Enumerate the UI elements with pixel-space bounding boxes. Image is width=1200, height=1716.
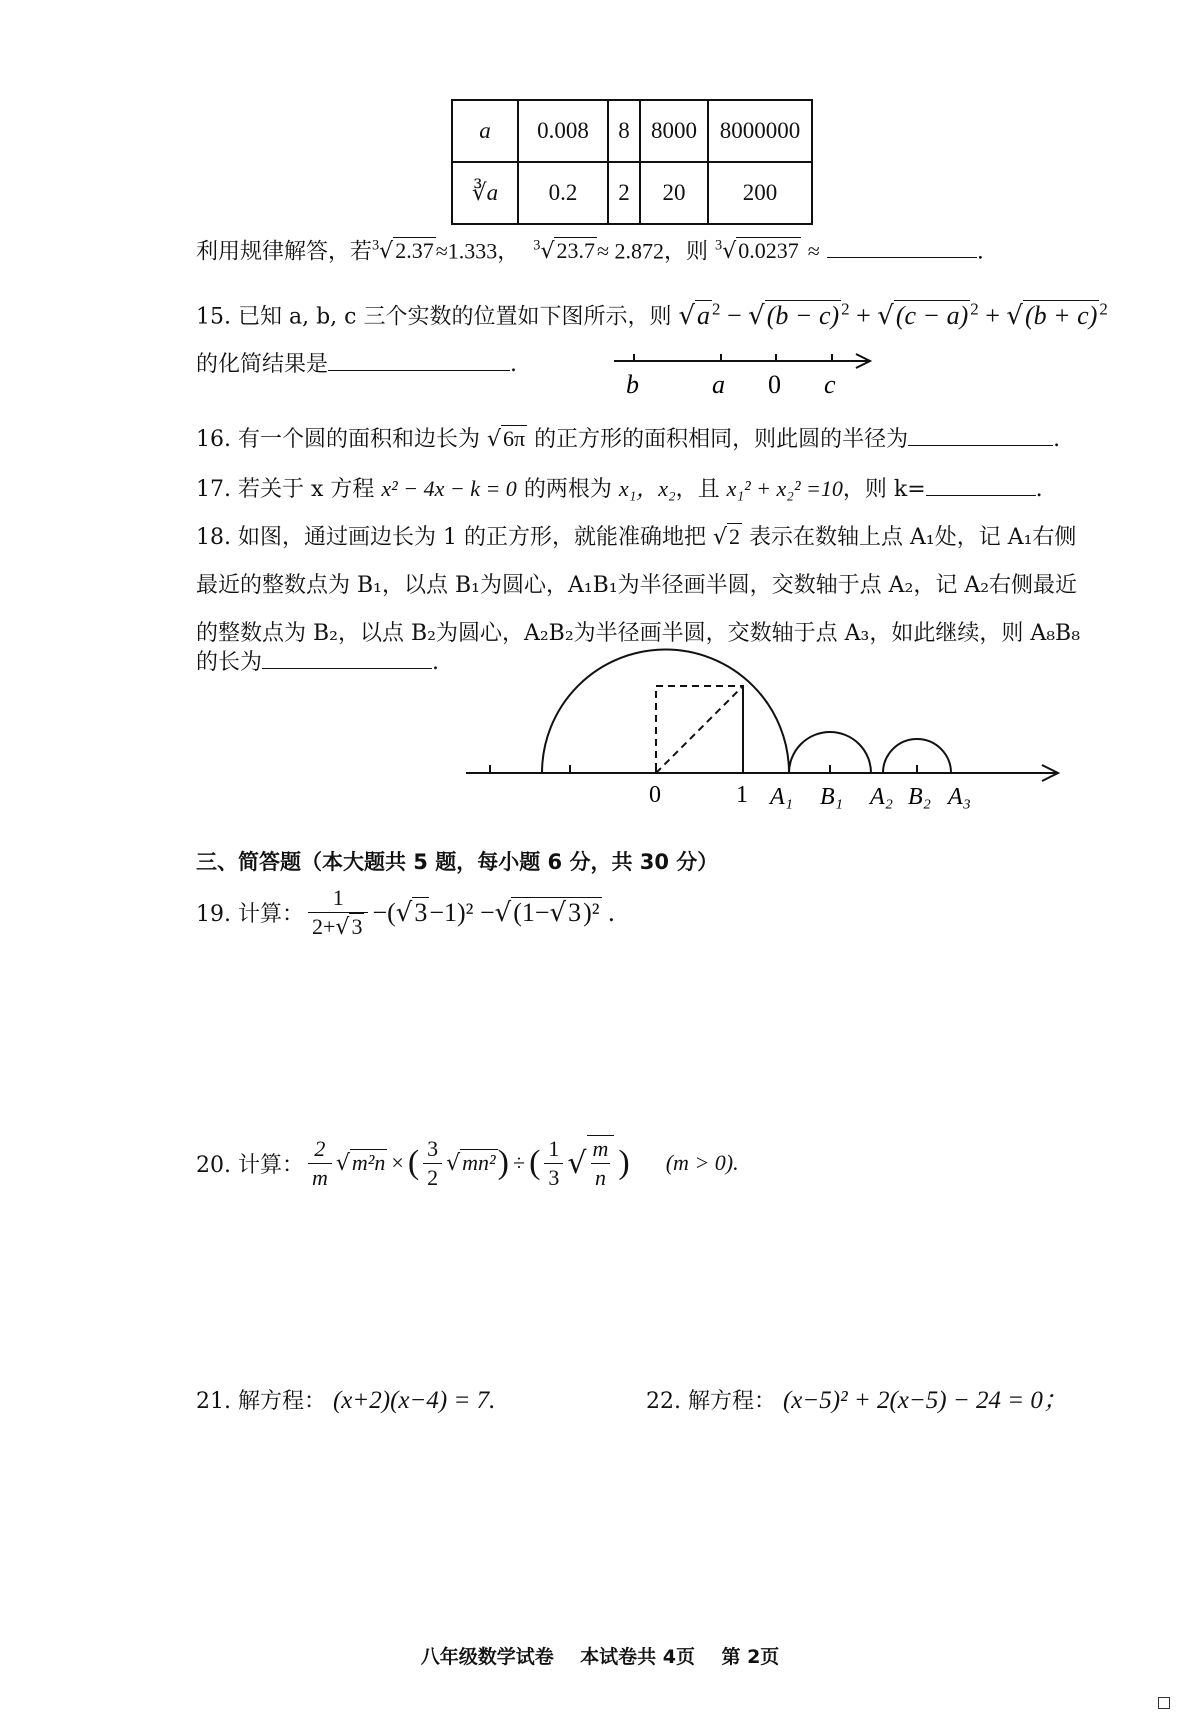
q15-line-2: 的化简结果是 . xyxy=(196,352,518,377)
q21-equation: (x+2)(x−4) = 7. xyxy=(332,1387,496,1414)
q15-term-4: (b + c) xyxy=(1024,300,1098,330)
q18-line-4: 的长为 . xyxy=(196,650,440,675)
table-header-cuberoot-a: ∛a xyxy=(452,162,518,224)
axis-label-A1: A₁ xyxy=(770,784,794,810)
q20-label: 20. 计算： xyxy=(196,1152,304,1178)
axis-label-A3: A₃ xyxy=(948,784,972,810)
answer-blank[interactable] xyxy=(827,256,977,258)
nl-label-a: a xyxy=(712,370,725,399)
q18-semicircle-diagram xyxy=(460,640,1070,810)
table-header-a: a xyxy=(452,100,518,162)
q14-approx-2: ≈ 2.872，则 xyxy=(596,238,709,264)
q18-radicand: 2 xyxy=(729,524,740,549)
q15-text: 15. 已知 a, b, c 三个实数的位置如下图所示，则 xyxy=(196,304,672,330)
nl-label-0: 0 xyxy=(768,370,781,399)
q18-line1b: 表示在数轴上点 A₁处，记 A₁右侧 xyxy=(749,525,1077,550)
table-cell: 200 xyxy=(708,162,812,224)
q18-line4: 的长为 xyxy=(196,650,263,675)
q18-line-1: 18. 如图，通过画边长为 1 的正方形，就能准确地把 √2 表示在数轴上点 A₁处，记 A₁右侧 xyxy=(196,524,1077,550)
q22-label: 22. 解方程： xyxy=(646,1389,776,1414)
q14-radicand-2: 23.7 xyxy=(556,238,595,264)
q14-tail: ≈ xyxy=(807,238,820,264)
q19-fraction: $\frac{1}{2+√3}$ xyxy=(308,885,368,940)
q15-line-1: 15. 已知 a, b, c 三个实数的位置如下图所示，则 √a $^2$ − √(b − c) $^2$ + √(c − a) $^2$ + √(b + c) $^2$ xyxy=(196,299,1108,331)
q15-term-2: (b − c) xyxy=(766,300,840,330)
q15-text2: 的化简结果是 xyxy=(196,352,329,377)
q20: 20. 计算： $\frac{2}{m}$ √m²n × ( $\frac{3}{2}$ √mn² ) ÷ ( $\frac{1}{3}$ √ $\frac{m}{n}$ ) (m > 0). xyxy=(196,1135,739,1190)
axis-label-B2: B₂ xyxy=(908,784,932,810)
q17-text: 17. 若关于 x 方程 xyxy=(196,477,375,502)
q17-equation: x² − 4x − k = 0 xyxy=(381,476,517,501)
answer-blank[interactable] xyxy=(328,369,510,371)
q17-condition: x₁² + x₂² =10 xyxy=(726,476,843,501)
nl-label-b: b xyxy=(626,370,639,399)
table-cell: 8000 xyxy=(640,100,708,162)
answer-blank[interactable] xyxy=(908,444,1053,446)
q15-number-line xyxy=(610,342,880,402)
q16-text2: 的正方形的面积相同，则此圆的半径为 xyxy=(534,427,909,452)
table-cell: 20 xyxy=(640,162,708,224)
q16-radicand: 6π xyxy=(503,426,526,451)
table-cell: 8 xyxy=(608,100,640,162)
section-heading: 三、简答题（本大题共 5 题，每小题 6 分，共 30 分） xyxy=(196,850,719,874)
axis-label-0: 0 xyxy=(649,782,661,808)
qr-logo-icon xyxy=(1158,1697,1170,1709)
cube-root-table xyxy=(451,99,813,225)
q14-line: 利用规律解答，若$^3$√2.37≈1.333， $^3$√23.7≈ 2.872，则 $^3$√0.0237 ≈ . xyxy=(196,238,984,265)
q14-radicand-3: 0.0237 xyxy=(738,238,799,264)
q17-text2: 的两根为 xyxy=(523,477,612,502)
axis-label-A2: A₂ xyxy=(870,784,894,810)
q14-intro: 利用规律解答，若 xyxy=(196,239,373,265)
q16-line: 16. 有一个圆的面积和边长为 √6π 的正方形的面积相同，则此圆的半径为 . xyxy=(196,426,1061,452)
q17-text4: ，则 k= xyxy=(842,477,926,502)
answer-blank[interactable] xyxy=(926,494,1036,496)
q18-line-3: 的整数点为 B₂，以点 B₂为圆心，A₂B₂为半径画半圆，交数轴于点 A₃，如此继续，则 A₈B₈ xyxy=(196,621,1081,646)
q21-label: 21. 解方程： xyxy=(196,1389,326,1414)
table-cell: 2 xyxy=(608,162,640,224)
nl-label-c: c xyxy=(824,370,836,399)
answer-blank[interactable] xyxy=(262,667,432,669)
q18-line1a: 18. 如图，通过画边长为 1 的正方形，就能准确地把 xyxy=(196,525,706,550)
axis-label-B1: B₁ xyxy=(820,784,844,810)
q22 xyxy=(646,1386,1068,1416)
q15-term-3: (c − a) xyxy=(895,300,969,330)
q17-roots: x₁，x₂ xyxy=(618,476,676,501)
table-cell: 0.2 xyxy=(518,162,608,224)
q15-term-1: a xyxy=(697,300,711,330)
table-row xyxy=(452,100,812,162)
q19-label: 19. 计算： xyxy=(196,902,304,927)
q21 xyxy=(196,1386,495,1416)
table-cell: 0.008 xyxy=(518,100,608,162)
page-footer: 八年级数学试卷 本试卷共 4页 第 2页 xyxy=(420,1646,780,1668)
q17-line: 17. 若关于 x 方程 x² − 4x − k = 0 的两根为 x₁，x₂，且 x₁² + x₂² =10，则 k= . xyxy=(196,476,1043,502)
q14-approx-1: ≈1.333， xyxy=(435,238,520,264)
q14-radicand-1: 2.37 xyxy=(395,238,434,264)
q18-line-2: 最近的整数点为 B₁，以点 B₁为圆心，A₁B₁为半径画半圆，交数轴于点 A₂，记 A₂右侧最近 xyxy=(196,573,1078,598)
table-row xyxy=(452,162,812,224)
q19: 19. 计算： $\frac{1}{2+√3}$ −(√3−1)² −√(1−√3)² . xyxy=(196,885,615,940)
q22-equation: (x−5)² + 2(x−5) − 24 = 0； xyxy=(782,1387,1068,1414)
axis-label-1: 1 xyxy=(736,782,748,808)
table-cell: 8000000 xyxy=(708,100,812,162)
q17-text3: ，且 xyxy=(675,477,720,502)
q16-text: 16. 有一个圆的面积和边长为 xyxy=(196,427,480,452)
